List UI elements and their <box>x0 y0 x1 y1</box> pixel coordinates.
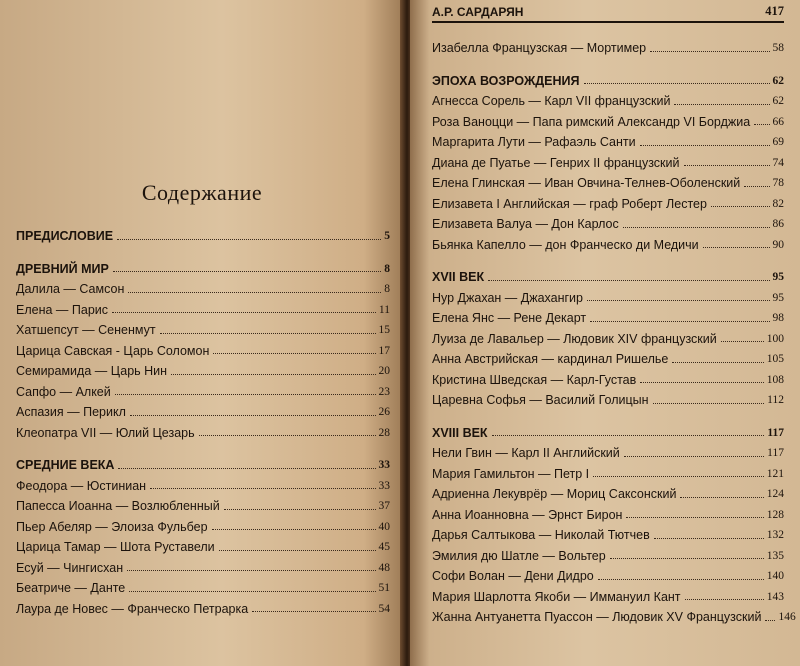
toc-entry <box>16 296 390 317</box>
toc-entry-title: Анна Австрийская — кардинал Ришелье <box>432 352 669 366</box>
dot-leader <box>703 247 770 248</box>
dot-leader <box>252 611 375 612</box>
dot-leader <box>684 165 770 166</box>
toc-entry-title: Царица Савская - Царь Соломон <box>16 343 210 358</box>
dot-leader <box>160 333 376 334</box>
toc-entry-title: Есуй — Чингисхан <box>16 560 124 575</box>
toc-entry-title: Софи Волан — Дени Дидро <box>432 569 594 583</box>
toc-entry-title: Нур Джахан — Джахангир <box>432 290 583 305</box>
toc-entry <box>432 169 784 190</box>
dot-leader <box>598 579 764 580</box>
dot-leader <box>685 599 764 600</box>
toc-entry <box>432 542 784 563</box>
dot-leader <box>672 362 763 363</box>
toc-entry <box>432 128 784 149</box>
dot-leader <box>171 374 375 375</box>
toc-entry-title: ПРЕДИСЛОВИЕ <box>16 229 114 243</box>
dot-leader <box>118 468 375 469</box>
dot-leader <box>224 509 376 510</box>
toc-entry-title: Феодора — Юстиниан <box>16 478 147 493</box>
dot-leader <box>584 83 770 84</box>
toc-entry <box>432 603 796 624</box>
toc-entry <box>432 562 784 583</box>
toc-page-number: 78 <box>772 177 784 189</box>
toc-page-number: 143 <box>766 590 784 603</box>
toc-entry-title: Царица Тамар — Шота Руставели <box>16 540 215 554</box>
toc-page-number: 98 <box>772 312 784 324</box>
dot-leader <box>721 341 764 342</box>
section-spacer <box>432 251 784 263</box>
dot-leader <box>150 488 375 489</box>
toc-entry-title: Лаура де Новес — Франческо Петрарка <box>16 601 249 616</box>
toc-entry-title: Хатшепсут — Сененмут <box>16 323 156 337</box>
toc-page-number: 121 <box>766 467 784 480</box>
toc-entry <box>432 108 784 129</box>
section-spacer <box>432 55 784 67</box>
header-page-number: 417 <box>765 4 784 18</box>
toc-entry-title: Изабелла Французская — Мортимер <box>432 41 647 55</box>
dot-leader <box>213 353 375 354</box>
toc-entry-title: Беатриче — Данте <box>16 581 126 595</box>
toc-page-number: 8 <box>384 262 390 275</box>
toc-page-number: 117 <box>767 426 784 439</box>
toc-entry <box>16 316 390 337</box>
toc-page-number: 33 <box>378 459 390 471</box>
dot-leader <box>199 435 376 436</box>
section-spacer <box>16 243 390 255</box>
toc-page-number: 95 <box>772 291 784 304</box>
dot-leader <box>113 271 381 272</box>
toc-entry <box>16 492 390 513</box>
toc-page-number: 82 <box>772 197 784 210</box>
header-author: А.Р. САРДАРЯН <box>432 5 524 19</box>
section-spacer <box>16 439 390 451</box>
toc-entry-title: Эмилия дю Шатле — Вольтер <box>432 548 606 563</box>
dot-leader <box>610 558 764 559</box>
toc-entry <box>432 325 784 346</box>
toc-entry <box>16 595 390 616</box>
toc-entry <box>16 533 390 554</box>
toc-entry <box>432 87 784 108</box>
toc-entry <box>432 366 784 387</box>
toc-entry-title: Семирамида — Царь Нин <box>16 364 168 378</box>
toc-entry-title: Дарья Салтыкова — Николай Тютчев <box>432 528 650 542</box>
dot-leader <box>650 51 769 52</box>
toc-entry <box>432 210 784 231</box>
dot-leader <box>711 206 770 207</box>
toc-page-number: 100 <box>766 332 784 345</box>
toc-entry <box>16 574 390 595</box>
toc-entry-title: Жанна Антуанетта Пуассон — Людовик XV Французский <box>432 610 762 624</box>
running-header <box>432 4 784 23</box>
toc-page-number: 66 <box>772 115 784 128</box>
toc-entry <box>432 480 784 501</box>
toc-page-number: 108 <box>766 373 784 386</box>
toc-page-number: 135 <box>766 549 784 562</box>
toc-entry-title: Аспазия — Перикл <box>16 405 126 419</box>
dot-leader <box>219 550 376 551</box>
toc-page-number: 37 <box>378 500 390 512</box>
toc-entry <box>16 472 390 493</box>
right-toc-list <box>432 34 796 624</box>
toc-entry-title: Елена Глинская — Иван Овчина-Телнев-Оболенский <box>432 176 741 190</box>
toc-page-number: 132 <box>766 529 784 541</box>
toc-section-heading <box>16 255 390 276</box>
toc-entry-title: Нели Гвин — Карл II Английский <box>432 446 620 460</box>
dot-leader <box>640 145 770 146</box>
toc-page-number: 124 <box>766 488 784 500</box>
toc-entry-title: Елена Янс — Рене Декарт <box>432 311 587 325</box>
toc-page-number: 33 <box>378 479 390 492</box>
dot-leader <box>112 312 376 313</box>
toc-entry <box>16 337 390 358</box>
toc-entry <box>432 439 784 460</box>
toc-page-number: 62 <box>772 74 784 87</box>
toc-entry-title: Елизавета I Английская — граф Роберт Лестер <box>432 196 707 211</box>
toc-entry-title: Анна Иоанновна — Эрнст Бирон <box>432 507 623 522</box>
dot-leader <box>488 280 769 281</box>
toc-page-number: 23 <box>378 385 390 398</box>
toc-page-number: 11 <box>378 303 390 316</box>
toc-page-number: 95 <box>772 271 784 283</box>
dot-leader <box>212 529 376 530</box>
toc-page-number: 90 <box>772 238 784 251</box>
toc-entry <box>432 190 784 211</box>
toc-entry <box>432 386 784 407</box>
toc-page-number: 128 <box>766 508 784 521</box>
toc-entry <box>16 513 390 534</box>
toc-section-heading <box>432 263 784 284</box>
toc-entry-title: Царевна Софья — Василий Голицын <box>432 393 649 407</box>
toc-page-number: 74 <box>772 156 784 169</box>
left-toc-list <box>16 222 390 615</box>
toc-page-number: 105 <box>766 353 784 365</box>
dot-leader <box>640 382 763 383</box>
toc-entry-title: Елизавета Валуа — Дон Карлос <box>432 217 619 231</box>
toc-entry <box>16 398 390 419</box>
dot-leader <box>115 394 376 395</box>
toc-page-number: 26 <box>378 406 390 418</box>
toc-entry-title: Луиза де Лавальер — Людовик XIV французский <box>432 331 717 346</box>
toc-entry <box>432 284 784 305</box>
toc-entry-title: Маргарита Лути — Рафаэль Санти <box>432 135 636 149</box>
toc-page-number: 20 <box>378 365 390 377</box>
toc-entry <box>432 34 784 55</box>
dot-leader <box>623 227 770 228</box>
toc-entry-title: Сапфо — Алкей <box>16 384 111 399</box>
toc-entry-title: XVIII ВЕК <box>432 425 488 440</box>
dot-leader <box>653 403 765 404</box>
dot-leader <box>130 415 376 416</box>
toc-entry <box>432 460 784 481</box>
toc-page-number: 8 <box>384 283 390 295</box>
toc-title: Содержание <box>141 180 263 205</box>
dot-leader <box>624 456 764 457</box>
dot-leader <box>587 300 770 301</box>
toc-entry <box>432 583 784 604</box>
toc-page-number: 112 <box>767 394 784 406</box>
dot-leader <box>590 321 769 322</box>
toc-section-heading <box>432 67 784 88</box>
toc-entry-title: XVII ВЕК <box>432 270 485 284</box>
dot-leader <box>654 538 764 539</box>
dot-leader <box>492 435 765 436</box>
toc-page-number: 5 <box>384 230 390 242</box>
dot-leader <box>127 570 375 571</box>
toc-page-number: 62 <box>772 95 784 107</box>
toc-page-number: 51 <box>378 582 390 594</box>
toc-section-heading <box>432 419 784 440</box>
toc-page-number: 58 <box>772 42 784 54</box>
toc-entry <box>432 521 784 542</box>
toc-page-number: 48 <box>378 561 390 574</box>
toc-entry-title: Роза Ваноцци — Папа римский Александр VI Борджиа <box>432 114 751 129</box>
toc-entry-title: ЭПОХА ВОЗРОЖДЕНИЯ <box>432 73 580 88</box>
toc-entry <box>16 554 390 575</box>
toc-entry-title: Агнесса Сорель — Карл VII французский <box>432 94 671 108</box>
toc-entry <box>16 419 390 440</box>
toc-page-number: 45 <box>378 541 390 553</box>
toc-entry <box>16 357 390 378</box>
toc-entry-title: Далила — Самсон <box>16 282 125 296</box>
toc-page-number: 28 <box>378 426 390 439</box>
toc-page-number: 140 <box>766 570 784 582</box>
dot-leader <box>765 620 775 621</box>
toc-page-number: 69 <box>772 136 784 148</box>
toc-page-number: 15 <box>378 324 390 336</box>
toc-section-heading <box>16 451 390 472</box>
dot-leader <box>674 104 769 105</box>
toc-entry-title: Адриенна Лекуврёр — Мориц Саксонский <box>432 487 677 501</box>
toc-entry-title: Мария Гамильтон — Петр I <box>432 466 590 481</box>
toc-entry <box>432 231 784 252</box>
dot-leader <box>744 186 769 187</box>
toc-page-number: 54 <box>378 602 390 615</box>
toc-page-number: 117 <box>767 447 784 459</box>
toc-entry-title: Диана де Пуатье — Генрих II французский <box>432 155 680 170</box>
toc-entry-title: Папесса Иоанна — Возлюбленный <box>16 499 220 513</box>
right-page <box>410 0 800 666</box>
dot-leader <box>128 292 381 293</box>
dot-leader <box>593 476 764 477</box>
dot-leader <box>754 124 769 125</box>
toc-page-number: 17 <box>378 344 390 357</box>
toc-entry-title: Бьянка Капелло — дон Франческо ди Медичи <box>432 237 699 252</box>
toc-entry-title: Мария Шарлотта Якоби — Иммануил Кант <box>432 589 681 604</box>
toc-entry-title: Пьер Абеляр — Элоиза Фульбер <box>16 519 208 534</box>
toc-entry-title: Елена — Парис <box>16 302 109 317</box>
toc-page-number: 86 <box>772 218 784 230</box>
toc-entry-title: ДРЕВНИЙ МИР <box>16 261 109 276</box>
toc-entry <box>16 275 390 296</box>
dot-leader <box>626 517 763 518</box>
toc-entry-title: Клеопатра VII — Юлий Цезарь <box>16 425 195 440</box>
toc-entry-title: СРЕДНИЕ ВЕКА <box>16 458 115 472</box>
dot-leader <box>117 239 381 240</box>
toc-entry <box>432 304 784 325</box>
dot-leader <box>680 497 763 498</box>
toc-entry <box>16 378 390 399</box>
dot-leader <box>129 591 375 592</box>
toc-entry <box>432 501 784 522</box>
toc-page-number: 146 <box>778 611 796 623</box>
section-spacer <box>432 407 784 419</box>
toc-entry <box>432 149 784 170</box>
toc-page-number: 40 <box>378 520 390 533</box>
toc-entry <box>432 345 784 366</box>
toc-entry-title: Кристина Шведская — Карл-Густав <box>432 372 637 387</box>
toc-section-heading <box>16 222 390 243</box>
